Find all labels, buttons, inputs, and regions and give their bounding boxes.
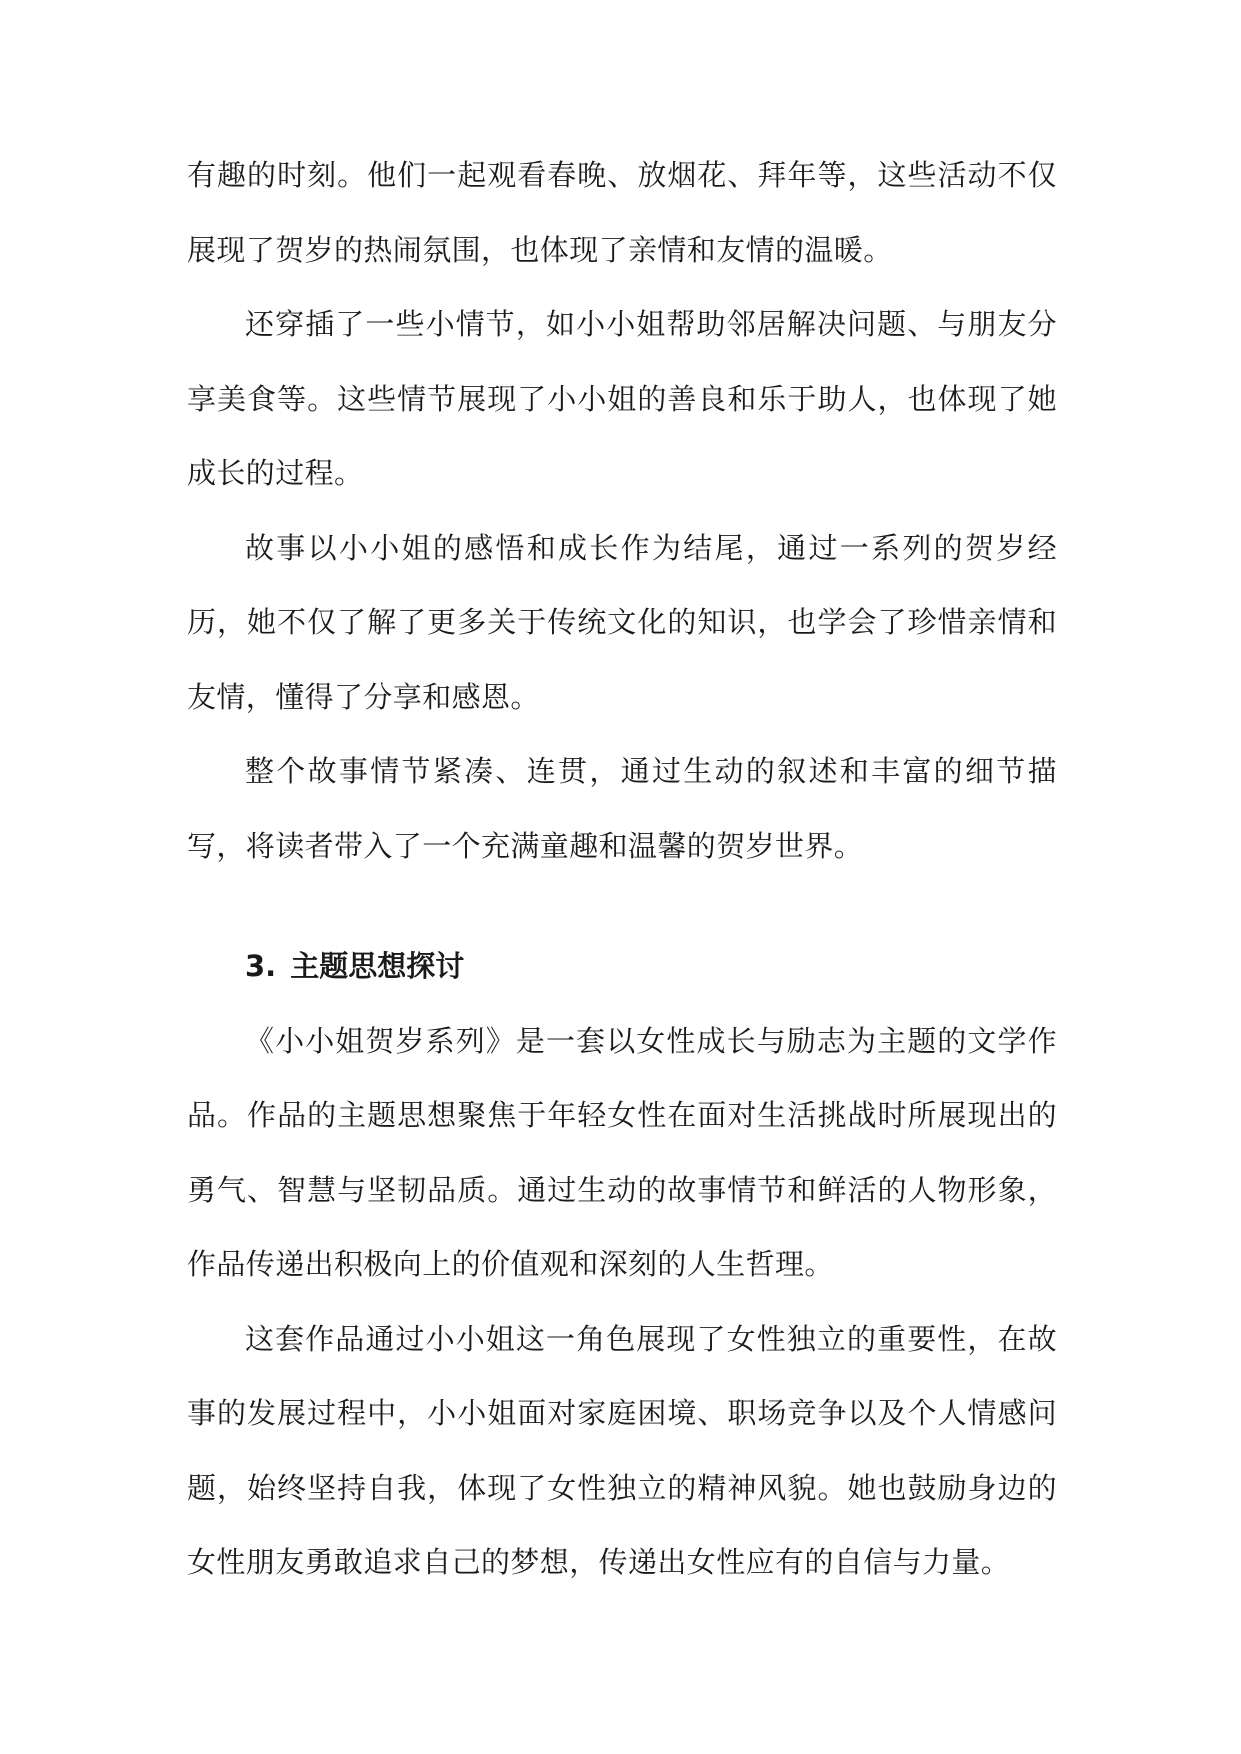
paragraph-5: 《小小姐贺岁系列》是一套以女性成长与励志为主题的文学作品。作品的主题思想聚焦于年轻女性在面对生活挑战时所展现出的勇气、智慧与坚韧品质。通过生动的故事情节和鲜活的人物形象，作品传递出积极向上的价值观和深刻的人生哲理。: [187, 1023, 1057, 1281]
paragraph-6: 这套作品通过小小姐这一角色展现了女性独立的重要性，在故事的发展过程中，小小姐面对家庭困境、职场竞争以及个人情感问题，始终坚持自我，体现了女性独立的精神风貌。她也鼓励身边的女性朋友勇敢追求自己的梦想，传递出女性应有的自信与力量。: [187, 1321, 1057, 1579]
paragraph-2: 还穿插了一些小情节，如小小姐帮助邻居解决问题、与朋友分享美食等。这些情节展现了小小姐的善良和乐于助人，也体现了她成长的过程。: [187, 307, 1057, 490]
section-title: 主题思想探讨: [290, 949, 465, 983]
paragraph-4: 整个故事情节紧凑、连贯，通过生动的叙述和丰富的细节描写，将读者带入了一个充满童趣和温馨的贺岁世界。: [187, 754, 1057, 863]
document-page: [187, 138, 1057, 1600]
section-number: 3.: [245, 949, 277, 983]
paragraph-1: 有趣的时刻。他们一起观看春晚、放烟花、拜年等，这些活动不仅展现了贺岁的热闹氛围，也体现了亲情和友情的温暖。: [187, 158, 1057, 267]
section-heading: [187, 929, 1057, 1004]
paragraph-3: 故事以小小姐的感悟和成长作为结尾，通过一系列的贺岁经历，她不仅了解了更多关于传统文化的知识，也学会了珍惜亲情和友情，懂得了分享和感恩。: [187, 530, 1057, 714]
